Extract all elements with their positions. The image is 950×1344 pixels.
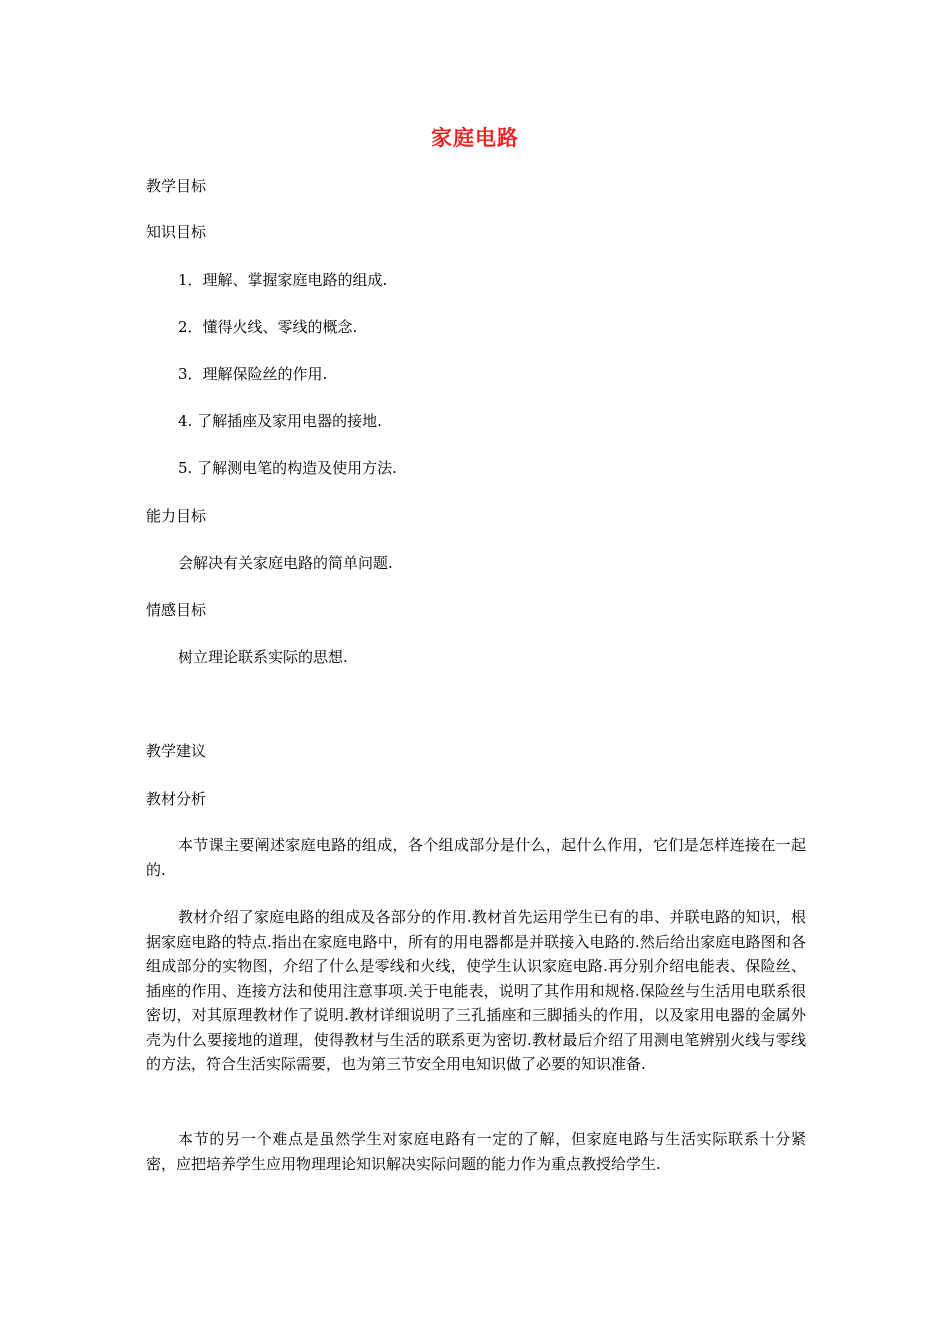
heading-material-analysis: 教材分析 bbox=[146, 790, 207, 808]
knowledge-item: 1．理解、掌握家庭电路的组成. bbox=[178, 271, 388, 289]
page-title: 家庭电路 bbox=[431, 126, 519, 150]
heading-ability-goals: 能力目标 bbox=[146, 507, 207, 525]
paragraph: 本节的另一个难点是虽然学生对家庭电路有一定的了解，但家庭电路与生活实际联系十分紧密，应把培养学生应用物理理论知识解决实际问题的能力作为重点教授给学生. bbox=[146, 1130, 806, 1173]
heading-teaching-goals: 教学目标 bbox=[146, 177, 207, 195]
knowledge-item: 2．懂得火线、零线的概念. bbox=[178, 318, 358, 336]
paragraph: 本节课主要阐述家庭电路的组成，各个组成部分是什么，起什么作用，它们是怎样连接在一起的. bbox=[146, 836, 806, 879]
knowledge-item: 4. 了解插座及家用电器的接地. bbox=[178, 412, 382, 430]
knowledge-item: 3．理解保险丝的作用. bbox=[178, 365, 328, 383]
heading-teaching-suggestions: 教学建议 bbox=[146, 742, 207, 760]
heading-knowledge-goals: 知识目标 bbox=[146, 223, 207, 241]
emotion-text: 树立理论联系实际的思想. bbox=[178, 648, 348, 666]
heading-emotion-goals: 情感目标 bbox=[146, 601, 207, 619]
knowledge-item: 5. 了解测电笔的构造及使用方法. bbox=[178, 459, 397, 477]
ability-text: 会解决有关家庭电路的简单问题. bbox=[178, 554, 393, 572]
paragraph: 教材介绍了家庭电路的组成及各部分的作用.教材首先运用学生已有的串、并联电路的知识，根据家庭电路的特点.指出在家庭电路中，所有的用电器都是并联接入电路的.然后给出家庭电路图和各组成部分的实物图，介绍了什么是零线和火线，使学生认识家庭电路.再分别介绍电能表、保险丝、插座的作用、连接方法和使用注意事项.关于电能表，说明了其作用和规格.保险丝与生活用电联系很密切，对其原理教材作了说明.教材详细说明了三孔插座和三脚插头的作用，以及家用电器的金属外壳为什么要接地的道理，使得教材与生活的联系更为密切.教材最后介绍了用测电笔辨别火线与零线的方法，符合生活实际需要，也为第三节安全用电知识做了必要的知识准备. bbox=[146, 908, 806, 1073]
